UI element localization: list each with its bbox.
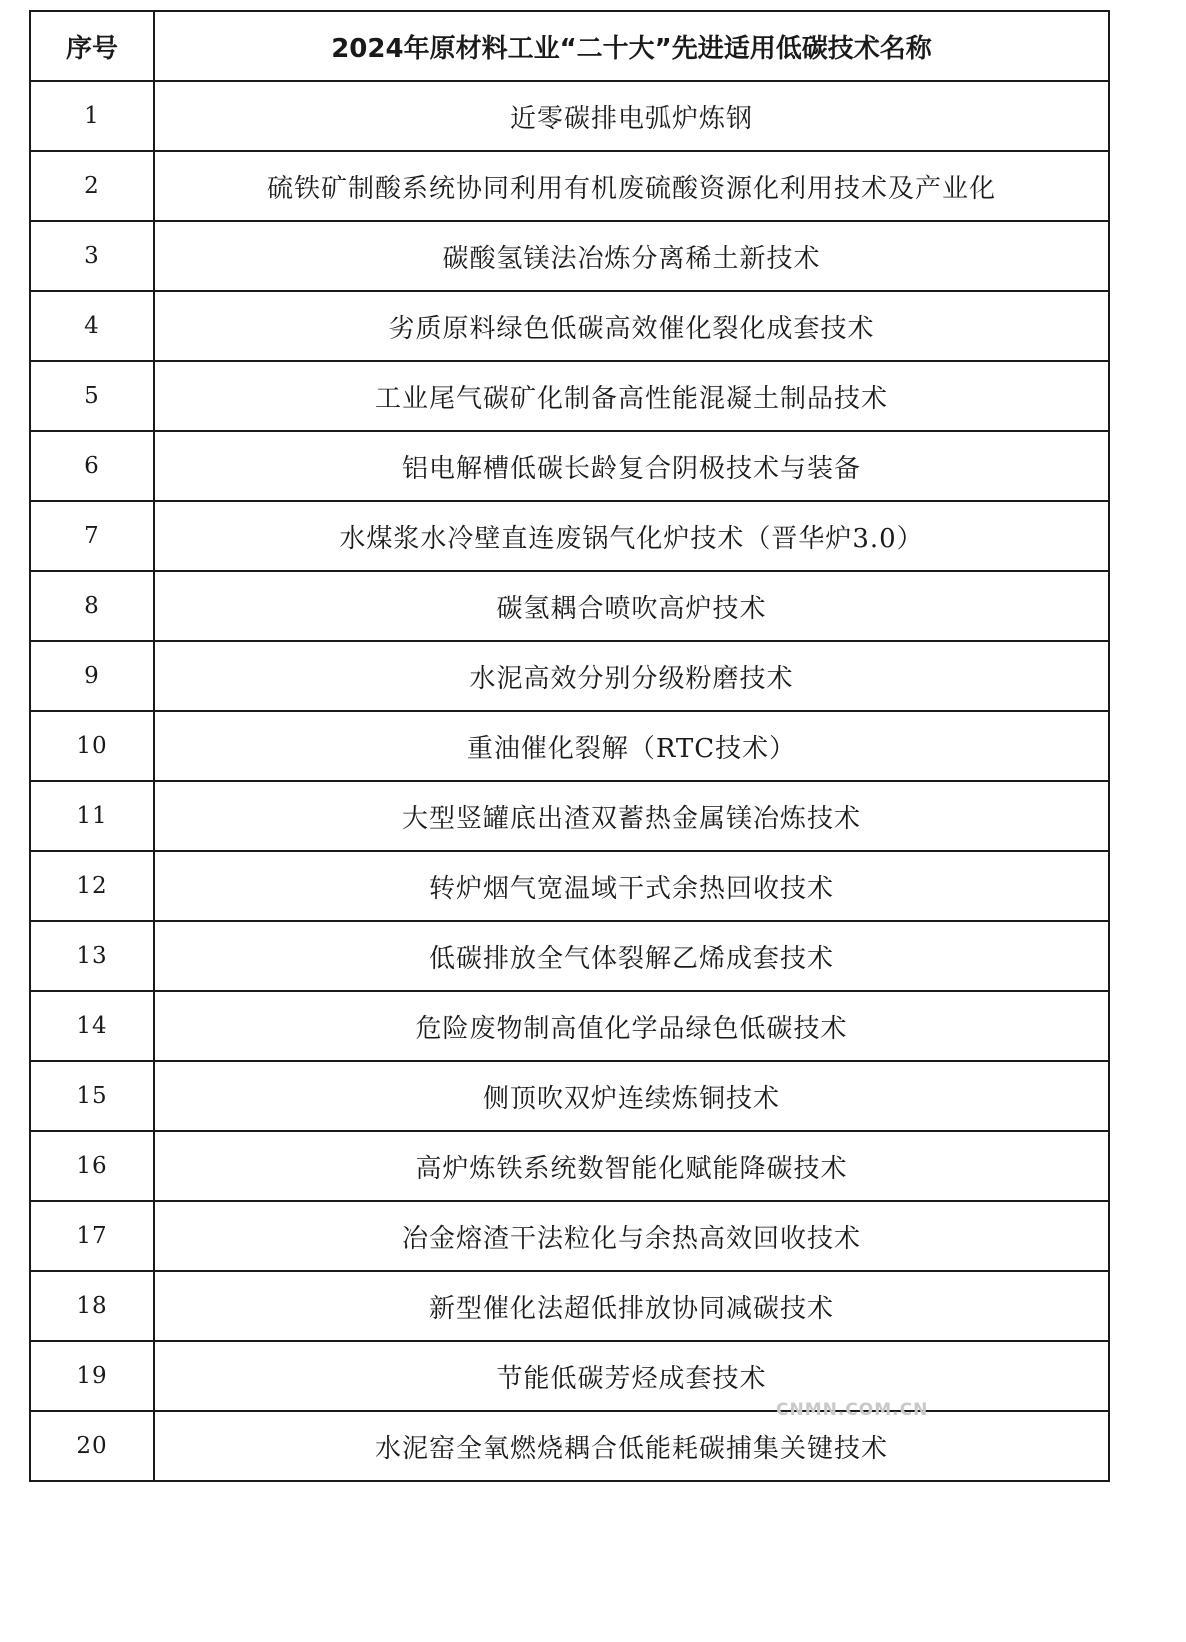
row-serial-number: 20: [30, 1411, 154, 1481]
row-serial-number: 16: [30, 1131, 154, 1201]
table-row: [30, 1271, 1109, 1341]
row-serial-number: 9: [30, 641, 154, 711]
row-technology-name: 大型竖罐底出渣双蓄热金属镁冶炼技术: [154, 781, 1109, 851]
table-row: [30, 781, 1109, 851]
technology-table: [29, 10, 1110, 1482]
row-technology-name: 硫铁矿制酸系统协同利用有机废硫酸资源化利用技术及产业化: [154, 151, 1109, 221]
row-serial-number: 19: [30, 1341, 154, 1411]
row-serial-number: 14: [30, 991, 154, 1061]
row-technology-name: 碳酸氢镁法冶炼分离稀土新技术: [154, 221, 1109, 291]
row-technology-name: 近零碳排电弧炉炼钢: [154, 81, 1109, 151]
table-row: [30, 221, 1109, 291]
row-serial-number: 6: [30, 431, 154, 501]
table-row: [30, 1411, 1109, 1481]
row-serial-number: 15: [30, 1061, 154, 1131]
row-technology-name: 重油催化裂解（RTC技术）: [154, 711, 1109, 781]
row-technology-name: 工业尾气碳矿化制备高性能混凝土制品技术: [154, 361, 1109, 431]
table-row: [30, 81, 1109, 151]
table-row: [30, 291, 1109, 361]
table-row: [30, 571, 1109, 641]
row-technology-name: 转炉烟气宽温域干式余热回收技术: [154, 851, 1109, 921]
row-serial-number: 18: [30, 1271, 154, 1341]
row-technology-name: 新型催化法超低排放协同减碳技术: [154, 1271, 1109, 1341]
table-row: [30, 711, 1109, 781]
row-technology-name: 侧顶吹双炉连续炼铜技术: [154, 1061, 1109, 1131]
row-serial-number: 2: [30, 151, 154, 221]
table-row: [30, 1341, 1109, 1411]
row-technology-name: 碳氢耦合喷吹高炉技术: [154, 571, 1109, 641]
table-row: [30, 361, 1109, 431]
row-technology-name: 铝电解槽低碳长龄复合阴极技术与装备: [154, 431, 1109, 501]
row-technology-name: 节能低碳芳烃成套技术: [154, 1341, 1109, 1411]
header-serial-number: 序号: [30, 11, 154, 81]
table-row: [30, 431, 1109, 501]
row-technology-name: 水泥高效分别分级粉磨技术: [154, 641, 1109, 711]
row-serial-number: 13: [30, 921, 154, 991]
table-body: [30, 81, 1109, 1481]
header-technology-name: 2024年原材料工业“二十大”先进适用低碳技术名称: [154, 11, 1109, 81]
row-serial-number: 1: [30, 81, 154, 151]
row-serial-number: 11: [30, 781, 154, 851]
watermark: CNMN.COM.CN: [776, 1400, 929, 1420]
table-row: [30, 151, 1109, 221]
row-technology-name: 危险废物制高值化学品绿色低碳技术: [154, 991, 1109, 1061]
table-row: [30, 501, 1109, 571]
table-row: [30, 991, 1109, 1061]
header-row: [30, 11, 1109, 81]
row-serial-number: 3: [30, 221, 154, 291]
row-serial-number: 12: [30, 851, 154, 921]
row-serial-number: 8: [30, 571, 154, 641]
row-serial-number: 10: [30, 711, 154, 781]
row-serial-number: 5: [30, 361, 154, 431]
table-row: [30, 921, 1109, 991]
row-technology-name: 高炉炼铁系统数智能化赋能降碳技术: [154, 1131, 1109, 1201]
row-technology-name: 水泥窑全氧燃烧耦合低能耗碳捕集关键技术: [154, 1411, 1109, 1481]
table-row: [30, 1061, 1109, 1131]
row-serial-number: 7: [30, 501, 154, 571]
row-technology-name: 冶金熔渣干法粒化与余热高效回收技术: [154, 1201, 1109, 1271]
row-technology-name: 劣质原料绿色低碳高效催化裂化成套技术: [154, 291, 1109, 361]
table-row: [30, 1201, 1109, 1271]
table-row: [30, 851, 1109, 921]
row-serial-number: 4: [30, 291, 154, 361]
row-technology-name: 水煤浆水冷壁直连废锅气化炉技术（晋华炉3.0）: [154, 501, 1109, 571]
row-technology-name: 低碳排放全气体裂解乙烯成套技术: [154, 921, 1109, 991]
table-row: [30, 641, 1109, 711]
table-row: [30, 1131, 1109, 1201]
row-serial-number: 17: [30, 1201, 154, 1271]
